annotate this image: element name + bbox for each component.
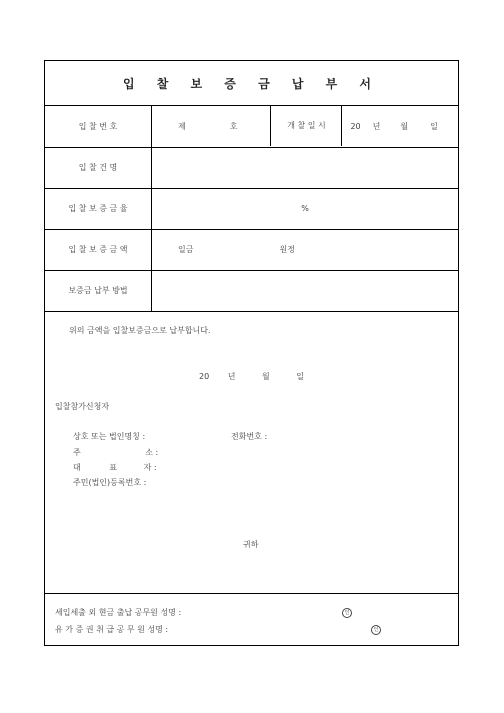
address-label-1: 주	[73, 448, 81, 457]
date-line	[199, 371, 304, 382]
date-wol: 월	[262, 372, 270, 381]
form-title: 입 찰 보 증 금 납 부 서	[45, 61, 458, 106]
open-date-wol: 월	[400, 121, 409, 131]
applicant-heading: 입찰참가신청자	[55, 402, 110, 411]
deposit-amount-ilgeum: 일금	[178, 245, 194, 254]
label-payment-method: 보증금 납부 방법	[45, 270, 152, 311]
row-bid-number	[45, 106, 458, 147]
bid-number-je: 제	[178, 121, 186, 131]
deposit-rate-cell[interactable]	[152, 188, 459, 229]
rep-label-3: 자 :	[143, 463, 157, 472]
seal-icon: 인	[342, 607, 352, 618]
label-bid-item: 입 찰 건 명	[45, 147, 152, 188]
address-label-2: 소 :	[145, 448, 159, 457]
bid-number-cell[interactable]	[152, 106, 459, 147]
form-table	[45, 106, 458, 312]
form-frame	[44, 60, 459, 646]
row-payment-method	[45, 270, 458, 311]
deposit-amount-won: 원정	[279, 245, 295, 254]
date-nyeon: 년	[227, 372, 236, 381]
open-date-il: 일	[430, 121, 438, 131]
rep-label	[73, 462, 157, 473]
deposit-amount-cell[interactable]	[152, 229, 459, 270]
deposit-rate-unit: %	[301, 204, 309, 213]
address-label	[73, 447, 158, 458]
row-bid-item	[45, 147, 458, 188]
label-deposit-rate: 입 찰 보 증 금 율	[45, 188, 152, 229]
statement-text: 위의 금액을 입찰보증금으로 납부합니다.	[69, 326, 211, 335]
rep-label-2: 표	[109, 463, 118, 472]
open-date-nyeon: 년	[372, 121, 381, 131]
bid-number-ho: 호	[229, 121, 238, 131]
seal-icon: 인	[371, 624, 381, 635]
signature-line-1: 세입세출 외 현금 출납 공무원 성명 :	[55, 608, 182, 617]
row-deposit-rate	[45, 188, 458, 229]
signature-section	[45, 593, 458, 647]
label-bid-number: 입 찰 번 호	[45, 106, 152, 147]
addressee: 귀하	[243, 540, 259, 549]
label-deposit-amount: 입 찰 보 증 금 액	[45, 229, 152, 270]
bid-item-cell[interactable]	[152, 147, 459, 188]
payment-method-cell[interactable]	[152, 270, 459, 311]
rep-label-1: 대	[73, 463, 81, 472]
date-year: 20	[199, 372, 210, 381]
date-il: 일	[296, 372, 305, 381]
open-date-year: 20	[350, 121, 361, 131]
signature-line-2: 유 가 증 권 취 급 공 무 원 성명 :	[55, 625, 169, 634]
phone-label: 전화번호 :	[231, 432, 268, 441]
id-label: 주민(법인)등록번호 :	[73, 478, 147, 487]
company-label: 상호 또는 법인명칭 :	[73, 432, 146, 441]
row-deposit-amount	[45, 229, 458, 270]
label-open-date: 개 찰 일 시	[271, 106, 342, 146]
